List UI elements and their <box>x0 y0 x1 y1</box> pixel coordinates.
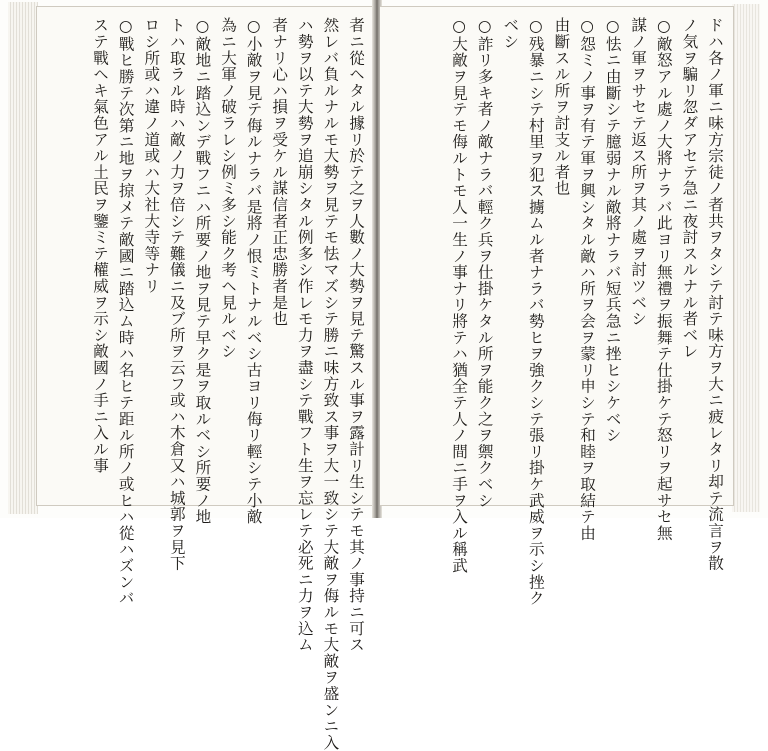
text-column: ドハ各ノ軍ニ味方宗徒ノ者共ヲタシテ討テ味方ヲ大ニ疲レタリ却テ流言ヲ散 <box>706 17 724 572</box>
text-column: 由斷スル所ヲ討支ル者也 <box>552 17 571 197</box>
text-column: ○詐リ多キ者ノ敵ナラバ輕ク兵ヲ仕掛ケタル所ヲ能ク之ヲ禦クベシ <box>475 17 494 509</box>
text-column: 然レバ負ルナルモ大勢ヲ見テモ怯マズシテ勝ニ味方致ス事ヲ大一致シテ大敵ヲ侮ルモ大敵ヲ盛ンニ入 <box>321 17 340 751</box>
left-page-text <box>43 17 368 751</box>
text-column: ○敵地ニ踏込ンデ戰フニハ所要ノ地ヲ見テ早ク是ヲ取ルベシ所要ノ地 <box>193 17 212 525</box>
text-column: ○敵怒アル處ノ大將ナラバ此ヨリ無禮ヲ振舞テ仕掛ケテ怒リヲ起サセ無 <box>654 17 673 541</box>
text-column: トハ取ラル時ハ敵ノ力ヲ倍シテ難儀ニ及ブ所ヲ云フ或ハ木倉又ハ城郭ヲ見下 <box>167 17 186 572</box>
left-page-edges <box>8 2 38 514</box>
left-page <box>36 6 376 751</box>
text-column: ○小敵ヲ見テ侮ルナラバ是將ノ恨ミトナルベシ古ヨリ侮リ輕シテ小敵 <box>244 17 263 525</box>
text-column: ○怨ミノ事ヲ有テ軍ヲ興シタル敵ハ所ヲ会ヲ蒙リ申シテ和睦ヲ取結テ由 <box>578 17 597 541</box>
text-column: ○怯ニ由斷シテ臆弱ナル敵將ナラバ短兵急ニ挫ヒシケベシ <box>603 17 622 444</box>
text-column: ○残暴ニシテ村里ヲ犯ス擄ムル者ナラバ勢ヒヲ強クシテ張リ掛ケ武威ヲ示シ挫ク <box>526 17 545 607</box>
text-column: ステ戰ヘキ氣色アル土民ヲ鑒ミテ權威ヲ示シ敵國ノ手ニ入ル事 <box>91 17 110 474</box>
right-page-edges <box>732 4 760 512</box>
text-column: ○戰ヒ勝テ次第ニ地ヲ掠メテ敵國ニ踏込ム時ハ名ヒテ距ル所ノ或ヒハ從ハズンバ <box>116 17 135 607</box>
text-column: ハ勢ヲ以テ大勢ヲ追崩シタル例多シ作レモ力ヲ盡シテ戰フト生ヲ忘レテ必死ニ力ヲ込ム <box>295 17 314 653</box>
text-column: 謀ノ軍ヲサセテ返ス所ヲ其ノ處ヲ討ツベシ <box>629 17 648 327</box>
text-column: ロシ所或ハ違ノ道或ハ大社大寺等ナリ <box>142 17 161 295</box>
text-column: ベシ <box>501 17 520 50</box>
text-column: 者ニ從ヘタル據リ於テ之ヲ人數ノ大勢ヲ見テ驚スル事ヲ露計リ生シテモ其ノ事持ニ可ス <box>347 17 365 653</box>
text-column: 者ナリ心ハ損ヲ受ケル謀信者正忠勝者是也 <box>270 17 289 327</box>
text-column: 為ニ大軍ノ破ラレシ例ミ多シ能ク考ヘ見ルベシ <box>219 17 238 360</box>
right-page <box>380 6 734 607</box>
right-page-text <box>390 17 727 607</box>
text-column: ○大敵ヲ見テモ侮ルトモ人一生ノ事ナリ將テハ猶全テ人ノ間ニ手ヲ入ル稱武 <box>450 17 469 574</box>
text-column: ノ気ヲ騙リ忽ダアセテ急ニ夜討スルナル者ベレ <box>680 17 699 360</box>
